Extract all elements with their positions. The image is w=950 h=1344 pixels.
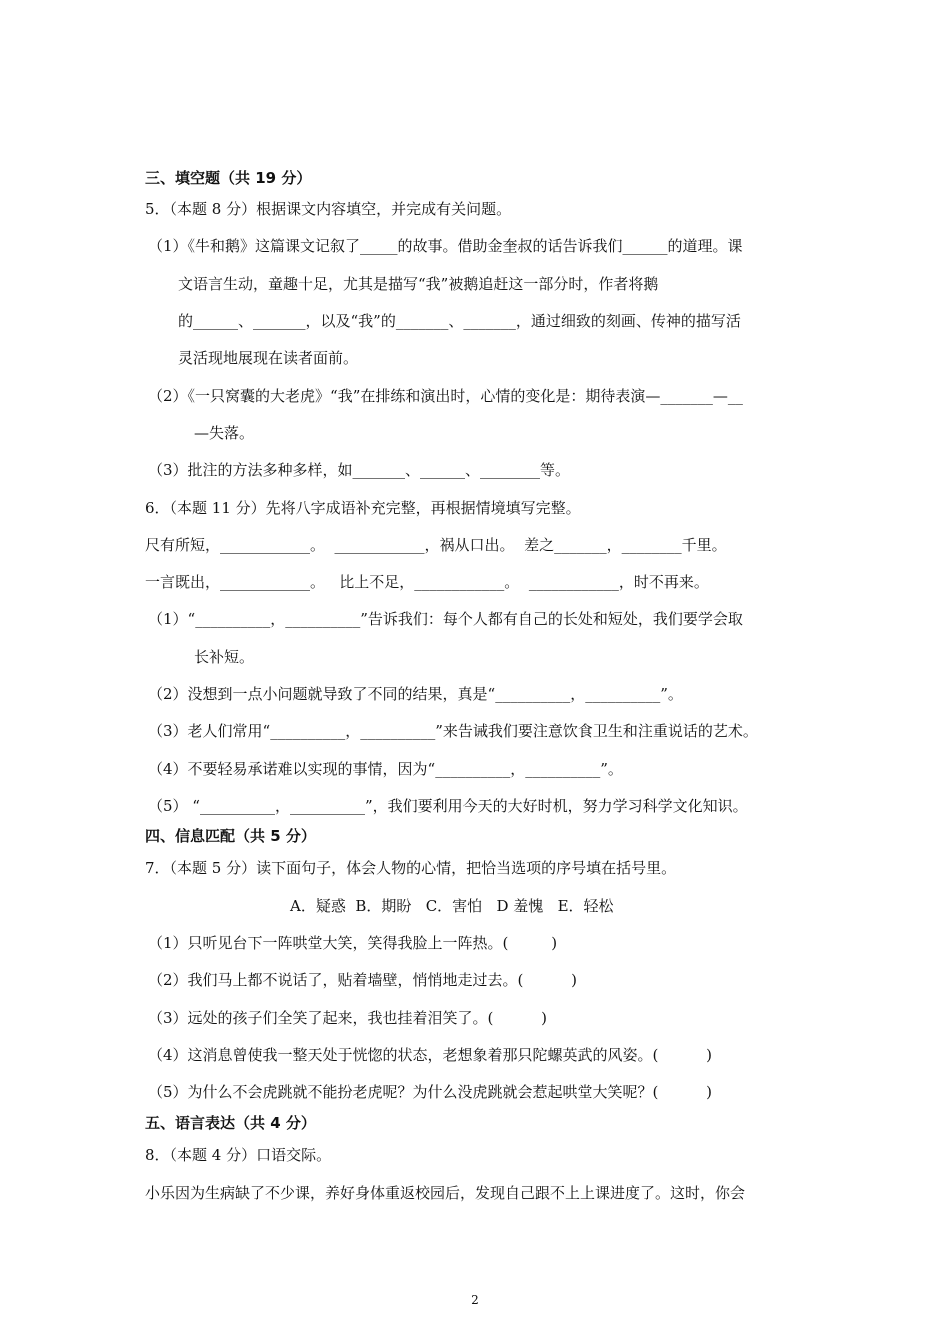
q6-idiom-row2: 一言既出，____________。 比上不足，____________。 ____________，时不再来。 — [145, 573, 709, 591]
q5-part2-line2: —失落。 — [194, 424, 255, 442]
q5-part1-line3: 的______、_______，以及“我”的_______、_______，通过细致的刻画、传神的描写活 — [178, 312, 741, 330]
q7-stem: 7．（本题 5 分）读下面句子，体会人物的心情，把恰当选项的序号填在括号里。 — [145, 859, 677, 877]
q7-part4: （4）这消息曾使我一整天处于恍惚的状态，老想象着那只陀螺英武的风姿。( ) — [148, 1046, 712, 1064]
q7-options: A．疑惑 B．期盼 C．害怕 D 羞愧 E．轻松 — [290, 897, 614, 915]
section-5-title: 五、语言表达（共 4 分） — [145, 1114, 316, 1132]
q7-part5: （5）为什么不会虎跳就不能扮老虎呢？为什么没虎跳就会惹起哄堂大笑呢？( ) — [148, 1083, 712, 1101]
section-3-title: 三、填空题（共 19 分） — [145, 169, 312, 187]
q7-part2: （2）我们马上都不说话了，贴着墙壁，悄悄地走过去。( ) — [148, 971, 577, 989]
q6-part4: （4）不要轻易承诺难以实现的事情，因为“__________，__________”。 — [148, 760, 623, 778]
q6-part3: （3）老人们常用“__________，__________”来告诫我们要注意饮食卫生和注重说话的艺术。 — [148, 722, 758, 740]
q5-part3: （3）批注的方法多种多样，如_______、______、________等。 — [148, 461, 571, 479]
q6-idiom-row1: 尺有所短，____________。 ____________，祸从口出。 差之_______，________千里。 — [145, 536, 727, 554]
q6-part1-line1: （1）“__________，__________”告诉我们：每个人都有自己的长处和短处，我们要学会取 — [148, 610, 743, 628]
q8-stem: 8．（本题 4 分）口语交际。 — [145, 1146, 332, 1164]
q6-part5: （5） “__________，__________”，我们要利用今天的大好时机，努力学习科学文化知识。 — [148, 797, 748, 815]
q5-part1-line4: 灵活现地展现在读者面前。 — [178, 349, 359, 367]
q5-part1-line1: （1）《牛和鹅》这篇课文记叙了_____的故事。借助金奎叔的话告诉我们______的道理。课 — [148, 237, 743, 255]
q6-part2: （2）没想到一点小问题就导致了不同的结果，真是“__________，__________”。 — [148, 685, 683, 703]
q6-stem: 6．（本题 11 分）先将八字成语补充完整，再根据情境填写完整。 — [145, 499, 581, 517]
page-number: 2 — [471, 1293, 479, 1307]
q8-line1: 小乐因为生病缺了不少课，养好身体重返校园后，发现自己跟不上上课进度了。这时，你会 — [145, 1184, 746, 1202]
q6-part1-line2: 长补短。 — [194, 648, 255, 666]
q5-part2-line1: （2）《一只窝囊的大老虎》“我”在排练和演出时，心情的变化是：期待表演—_______—__ — [148, 387, 743, 405]
q7-part1: （1）只听见台下一阵哄堂大笑，笑得我脸上一阵热。( ) — [148, 934, 558, 952]
q5-stem: 5．（本题 8 分）根据课文内容填空，并完成有关问题。 — [145, 200, 512, 218]
q7-part3: （3）远处的孩子们全笑了起来，我也挂着泪笑了。( ) — [148, 1009, 547, 1027]
q5-part1-line2: 文语言生动，童趣十足，尤其是描写“我”被鹅追赶这一部分时，作者将鹅 — [178, 275, 659, 293]
section-4-title: 四、信息匹配（共 5 分） — [145, 827, 316, 845]
